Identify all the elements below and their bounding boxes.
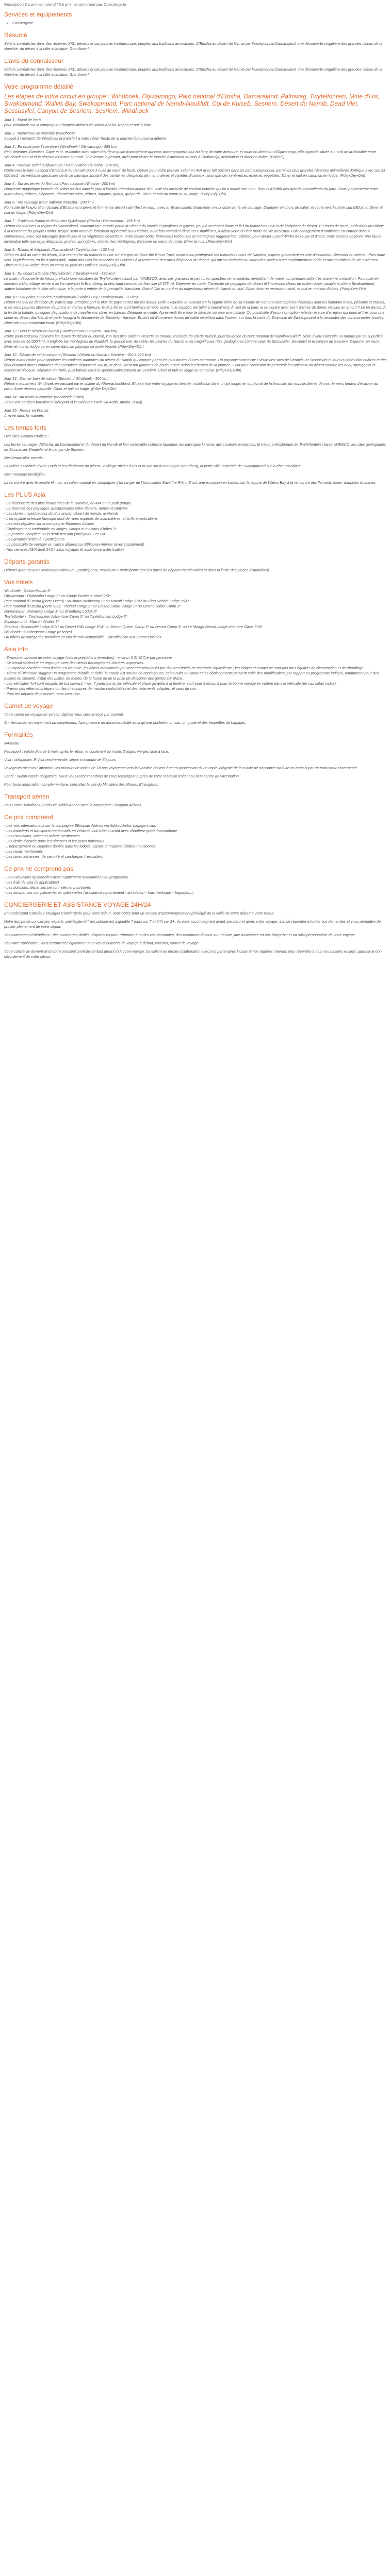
programme-subtitle: Les étapes de votre circuit en groupe : Windhoek, Otjiwarongo, Parc national d'Etosha, Damaraland, Palmwag, Twyfelfontein, Mine d'Uis, Swakopmund, Walvis Bay, Swakopmund, Parc national de Namib-Naukluft, Col de Kuiseb, Sesriem, Désert du Namib, Dead Vlei, Sossusvlei, Canyon de Sesriem, Sesriem, Windhoek: [4, 93, 380, 114]
temps-forts-title: Les temps forts: [4, 424, 47, 431]
conciergerie-body: [4, 911, 387, 959]
asia-info-item: - La capacité hôtelière étant limitée en Namibie, les hôtels mentionnés peuvent être remplacés par d'autres hôtels de catégorie équivalente ; les lodges et camps ne sont pas tous équipés de climatisation et de chauffage.: [4, 666, 365, 670]
comprend-list: [4, 823, 387, 859]
conciergerie-section: [4, 901, 387, 959]
program-day: Jour 8 : Rhinos et éléphants (Damaraland / Twyfelfontein - 130 km) Safari en 4x4 au cœur du désert, à la recherche du rhinocéros noir sur vtorgne de Save the Rhino Trust, association protégeant les rhinocéros noirs de Namibie, espèce gravement en voie d'extinction. Déjeuner en chemin. Puis route vers Twyfelfontein, en fin d'après-midi, safari dans les lits asséchés des rivières à la recherche des rares éléphants du désert, qui ont su s'adapter au cours des siècles à cet environnement aride et aux conditions de vie extrêmes. Dîner et nuit au lodge dans un camp au pied des collines. (Pdej+Déj+Dîn): [4, 247, 385, 267]
carnet-body: [4, 712, 387, 725]
plus-asia-item: - La pension complète ou la demi-pension (sauf jours 2 et 14): [4, 532, 105, 536]
avis-section: [4, 57, 387, 77]
temps-forts-paragraph: Des moments privilégiés :: [4, 472, 47, 477]
hotel-line: Ou hôtels de catégories similaires en cas de non disponibilité. Classification aux normes locales.: [4, 635, 162, 639]
formalites-paragraph: Santé : aucun vaccin obligatoire. Nous vous recommandons de vous renseigner auprès de votre médecin traitant ou d'un centre de vaccination.: [4, 774, 240, 778]
comprend-item: - Les excursions, visites et safaris mentionnés: [4, 834, 80, 838]
asia-info-item: - Ce circuit s'effectue en regroupé avec des clients francophones d'autres voyagistes.: [4, 660, 144, 665]
conciergerie-paragraph: En choisissant Carrefour Voyages Conciergerie pour votre séjour, vous optez pour un service d'accompagnement privilégié de la veille de votre départ à votre retour.: [4, 911, 275, 916]
program-day: Jour 2 : Bienvenue en Namibie (Windhoek) Accueil à l'aéroport de Windhoek et transfert à votre hôtel. Reste de la journée libre pour la détente.: [4, 131, 168, 141]
ne-comprend-title: Ce prix ne comprend pas: [4, 865, 74, 872]
ne-comprend-item: - Les excursions optionnelles avec supplément mentionnées au programme: [4, 875, 128, 879]
transport-title: Transport aérien: [4, 793, 50, 800]
hotel-line: Windhoek : Gocheganas Lodge (réserve): [4, 630, 72, 634]
temps-forts-paragraph: La rivière asséchée d'Aba-Huab et les éléphants du désert, le village minier d'Uis et la vue sur la montagne Brandberg, la petite ville balnéaire de Swakopmund sur la côte atlantique.: [4, 464, 302, 468]
formalites-body: [4, 741, 387, 787]
program-day: Jour 6 : Vie sauvage (Parc national d'Etosha - 200 km) Poursuite de l'exploration du parc d'Etosha en travers et l'immense désert salin (fest en eau), avec arrêt aux points d'eau pour mieux observer la vie sauvage. Déjeuner en cours de safari, et route vers la porte sud d'Etosha. Dîner et nuit en lodge. (Pdej+Déj+Dîn): [4, 200, 383, 215]
service-item: • Conciergerie: [12, 21, 387, 26]
program-day: Jour 13 : Dernier bain de nature (Sesriem / Windhoek - 360 km) Retour matinal vers Windhoek en passant par le chaine du Khomashochland. Et pour finir votre voyage en beauté, installation dans un joli lodge, en surplomb de la brousse, où vous profiterez de vos derniers heures d'évasion au cœur d'une réserve naturelle. Dîner et nuit au lodge. (Pdej+Déj+Dîn): [4, 376, 378, 391]
conciergerie-paragraph: Vos avantages et bénéfices : des concierges dédiés, disponibles pour répondre à toutes vos demandes, des recommandations sur mesure, une assistance en cas d'imprévu et un suivi personnalisé de votre voyage.: [4, 933, 356, 937]
conciergerie-paragraph: Votre concierge devient ainsi votre principal point de contact durant tout votre voyage, travaillant en étroite collaboration avec nos partenaires locaux et nos équipes internes pour répondre à tous vos besoins et ainsi, garantir le bon déroulement de votre séjour.: [4, 949, 382, 959]
conciergerie-title: CONCIERGERIE ET ASSISTANCE VOYAGE 24H/24: [4, 901, 151, 908]
hotel-line: Windhoek : Galton House 3*: [4, 588, 51, 593]
departs-text: Départs garantis avec seulement minimum 2 participants, maximum 7 participants (sur les dates de départs mentionnées et dans la limite des places disponibles): [4, 568, 269, 572]
temps-forts-paragraph: Des beaux plus secrets :: [4, 455, 45, 460]
temps-forts-body: [4, 434, 387, 485]
carnet-paragraph: Sur demande, et moyennant un supplément, Asia propose un document édité ainsi qu'une pochette, un sac, un guide et des étiquettes de bagages.: [4, 720, 247, 725]
programme-section: [4, 82, 387, 418]
conciergerie-paragraph: Vos votre application, vous retrouverez également tous vos documents de voyage à défaut, voucher, carnet de voyage...: [4, 941, 202, 945]
transport-text: Vols Paris / Windhoek / Paris via Addis-Abeba avec la compagnie Ethiopian Airlines.: [4, 803, 142, 807]
avis-title: L'avis du connaisseur: [4, 57, 64, 64]
program-day: Jour 10 : Dauphins et otaries (Swakopmund / Walvis Bay / Swakopmund - 70 km) Départ matinal en direction de Walvis Bay, principal port le plus de pays certes par les dunes. Belle excursion en bateau sur la lagune riche de sa colonie de nombreuses espèces d'oiseaux dont les flamants roses, pélicans et otaries, et où vous pourrez observer dauphins et otaries à fourrure, le plus fières sont familiers et nous avons lu le classico tek (pilot à neuvaines). À l'est de la baie, la rencontre avec ses tranches de dunes visibles en amont ? Lé en dunes. À la fin de la balade, quelques dégustations de marché vos sûres en bateau. Déjeuner en route. Après-midi libre pour le détente, ou pour une balade. Ou possibilité d'excursion optionnelle la réserve d'a région qui pourrait très pour une sortie au désert des Namib et partir lorsqu'à la découverte de Sandwich Harbour. En fort où d'immense dunes de sable se jettent dans l'océan, sur tous la visite du Township de Swakopmund à la rencontre des communautés locales. Dîner dans un restaurant local. (Pdej+Déj+Dîn): [4, 295, 386, 325]
asia-info-list: [4, 655, 387, 697]
services-title: Services et équipements: [4, 11, 72, 18]
plus-asia-list: [4, 501, 387, 552]
breadcrumb: Description Ca prix comprend / Ce prix ne comprend pas Conciergerie: [4, 2, 126, 7]
avis-text: Safaris surréalistes dans des réserves XXL, déserts et canyons en kaléidoscope, peuples aux traditions ancestrales. D'Etosha au désert du Namib par l'exceptionnel Damaraland, une découverte singulière des grandes icônes de la Namibie, du désert à la côte atlantique. Grandiose !: [4, 67, 383, 77]
program-day: Jour 12 : Désert de sel et canyons (Sesriem / Désert du Namib / Sesriem - 150 à 220 km) Départ avant l'aube pour apprécier les couleurs matinales du désert du Namib qui compte parmi les plus hautes dunes au monde. Un paysage surréaliste ! Visite des sites de Deadvlei et Sossusvlei et leurs cuvettes blanchâtres et des ébouissantes dunes courbées dont certaines dépassent 300 m, et découvrent par gammes de couleur ocre selon les heures de la journée. Cela pour l'occasion d'apercevoir les animaux du désert comme les oryx, springboks et nombreux oiseaux. Déjeuner en route, puis balade dans le spectaculaire canyon de Sesriem. Dîner et nuit en lodge ou au camp. (Pdej+Déj+Dîn): [4, 352, 387, 372]
carnet-section: [4, 702, 387, 725]
plus-asia-item: - L'incroyable richesse faunique dont de rares espèces de mammifères, et la flore particulière.: [4, 516, 158, 521]
formalites-paragraph: Voyageurs mineurs : attention, les mineurs de moins de 18 ans voyageant vers la Namibie doivent être en possession d'une copie intégrale de leur acte de naissance traduite en anglais par un traducteur assermenté.: [4, 766, 358, 770]
plus-asia-title: Les PLUS Asia: [4, 491, 46, 498]
departs-section: [4, 557, 387, 573]
resume-title: Résumé: [4, 31, 27, 39]
hotel-line: Otjiwarongo : Otjibamba Lodge 3* ou Village Boutique Hotel 2*3*: [4, 594, 111, 598]
hotels-title: Vos hôtels: [4, 579, 33, 586]
temps-forts-section: [4, 423, 387, 485]
program-day: Jour 7 : Traditions Himba et découvert Spitzkoppe (Etosha / Damaraland - 265 km) Départ matinal vers la région du Damaraland, couvrant une grande partie du désert du Namib et prolifères et gibiers, peuplé en tenant blanc et fief du rhinocéros noir et de l'éléphant du désert. En cours de route, arrêt dans un village à la rencontre du peuple Himba, peuple semi-nomade fortement apparenté aux Héréros, autrefois nomades éleveurs e mafiflères, à découverte du leur mode de vie ancestral. Puis changement d'ambiance en entrant dans le Damaraland, avec ses paysages grandioses et sa végétation désertique, entre désert aride, formations rocheuses et montagnes ruggeuarites. Célèbre pour abriter Luserir-timbé de rouge et d'ocre, vous pourrez observer une faune incroyable telle que oryx, éléphants, girafes, springboks, zèbres des montagnes. Déjeuner en cours de route. Dîner et nuit. (Pdej+Déj+Dîn): [4, 218, 384, 244]
asia-info-item: - Même si l'itinéraire suggère un programme détaillé et riche, la nature est source de contingence, et les nuits en camp et les déplacements peuvent subir des modifications par rapport au programme indiqué, notamment pour des raisons de sécurité, d'état des pistes, de météo, de la faune ou de la prise de décisions des guides sur place.: [4, 671, 379, 681]
ne-comprend-list: [4, 875, 387, 895]
ne-comprend-item: - Les frais de visa (si applicables): [4, 880, 59, 885]
temps-forts-paragraph: La rencontre avec le peuple Himba, un safari matinal en compagnie d'un ranger de l'association Save the Rhino Trust, une excursion en bateau sur la lagune de Walvis Bay à la rencontre des flamants roses, dauphins et otaries.: [4, 480, 377, 485]
carnet-paragraph: Votre carnet de voyage en version digitale vous sera envoyé par courriel.: [4, 712, 124, 717]
asia-info-item: - Emprunte carbone de votre voyage (vols et prestations terrestres) : environ 3,31 tCO₂e par personne.: [4, 655, 173, 660]
asia-info-item: - Pour les départs de province, nous consulter.: [4, 691, 81, 696]
temps-forts-paragraph: Des sites incontournables :: [4, 434, 49, 438]
program-day: Jour 12 : Vers le désert du Namib (Swakopmund / Sesriem - 360 km) Route plein sud pour rejoindre les dunes du désert du Namib, l'un des plus anciens déserts au monde. Passage du col de Kuiseb, puis traversée du parc national de Namib-Naukluft. Série rivière naturelle au monde par sa superficie avec près de 50 000 km², il englobe les montagnes du Naukluft, la grande mer de sable, les plaines du Namib et de magnifiques rites géologiques comme ceux de Sossusvlei. Dewbelst et le canyon de Sesriem. Déjeuner en route. Dîner et nuit en lodge ou en camp dans un paysage de toute beauté. (Pdej+Déj+Dîn): [4, 329, 384, 349]
asia-info-item: - Les véhicules 4x4 sont équipés de toit ouvrant, max. 7 participants par véhicule et place garantie à la fenêtre, sauf pour 8 lorsqu'à pour la bonne voyage en voiture dans le véhicule (en cas safari inclus).: [4, 681, 337, 686]
formalites-paragraph: NAMIBIE: [4, 741, 20, 745]
hotel-line: Swakopmund : Maison d'hôtes 3*: [4, 619, 59, 624]
comprend-item: - Les droits d'entrée dans les réserves et les parcs nationaux: [4, 839, 104, 843]
ne-comprend-section: [4, 865, 387, 895]
program-day: Jour 1 : Envol de Paris pour Windhoek sur la compagnie Ethiopian Airlines via Addis-Abeba. Repas et nuit à bord.: [4, 117, 153, 127]
hotel-line: Twyfelfontein : Twyfelfontein Adventure Camp 3* ou Twyfelfontein Lodge 3*: [4, 614, 127, 619]
hotel-line: Damaraland : Palmwag Lodge 3* ou Grootberg Lodge 3*: [4, 609, 97, 614]
program-day: Jour 9 : Du désert à la côte (Twyfelfontein / Swakopmund - 330 km) Le matin, découverte du trésor préhistorique namibien de Twyfelfontein classé par l'UNESCO, avec ses gravures et peintures rupestres remarquables permettant de mieux comprendre cette très ancienne civilisation. Poursuite en direction d'Uis, village minier d'où l'on aperçoit le Brandberg, la plus haut sommet de Namibie (2 573 m). Déjeuner en route. Traversée de paysages de désert et littorennes chaos de roche rouge, jusqu'à la côte à Swakopmund, station balnéaire de la côte atlantique, à la porte d'entrée de la presqu'île Namibien. Grand Cas au nord et du majestueux désert du Namib au sud. Dîner dans un restaurant local, et nuit en maison d'hôtes. (Pdej+Déj+Dîn): [4, 271, 379, 291]
comprend-item: - Les taxes aériennes, de sécurité et surcharges (révisables): [4, 854, 104, 859]
departs-title: Départs garantis: [4, 558, 50, 565]
ne-comprend-item: - Les boissons, dépenses personnelles et pourboires: [4, 885, 91, 890]
hotel-line: Parc national d'Etosha (porte Ouest) : Mushara Bushcamp 3* ou Mokuti Lodge 3*/4* ou King Nehale Lodge 3*/4*: [4, 599, 189, 603]
carnet-title: Carnet de voyage: [4, 702, 53, 709]
hotels-section: [4, 578, 387, 640]
plus-asia-item: - La découverte des plus beaux sites de la Namibie, en 4x4 et en petit groupe: [4, 501, 132, 505]
formalites-title: Formalités: [4, 731, 34, 738]
comprend-item: - Les repas mentionnés: [4, 849, 43, 854]
asia-info-title: Asia info: [4, 646, 28, 653]
programme-days: [4, 117, 387, 418]
resume-text: Safaris surréalistes dans des réserves XXL, déserts et canyons en kaléidoscope, peuples aux traditions ancestrales. D'Etosha au désert du Namib par l'exceptionnel Damaraland, une découverte singulière des grandes icônes de la Namibie, du désert à la côte atlantique. Grandiose !: [4, 41, 383, 51]
program-day: Jour 3 : En route pour l'aventure ! (Windhoek / Otjiwarongo - 295 km) Petit-déjeuner. Direction, Cape écrit, rencontre avec votre chauffeur-guide francophone qui vous accompagnera tout au long de votre aventure, et route en direction d'Otjiwarongo, ville agricole située au nord de la Namibie entre Windhoek au sud et la réserve d'Etosha au nord. Si le temps le permet, arrêt pour visiter le marché d'artisanat en bois à Okahandja, installation et dîner en lodge. (Pdej+D): [4, 144, 377, 159]
program-day: Jour 14 : Au revoir la Namibie (Windhoek / Paris) Selon vos horaires transfert à l'aéroport et l'envol pour Paris via Addis-Abeba. (Pdej): [4, 395, 142, 404]
conciergerie-paragraph: Notre équipe de concierges, experts, privilégiée et francophone est joignable 7 jours sur 7 et 24h sur 24 : ils vous accompagnent avant, pendant et après votre voyage, afin de répondre à toutes vos demandes et vous permettre de profiter pleinement de votre séjour.: [4, 919, 381, 929]
resume-section: [4, 31, 387, 52]
plus-asia-item: - Nos services ASIA dont 24/24 infos voyages et assistance à destination: [4, 547, 124, 552]
temps-forts-paragraph: Les terres sauvages d'Etosha, du Damaraland et du désert du Namib et leur incroyable richesse faunique, les paysages lunaires aux couleurs explosives, le trésor préhistorique de Twyfelfontein classé UNESCO, les sites géologiques de Sossusvlei, Deadvlei et le canyon de Sesriem.: [4, 442, 386, 452]
page: [0, 0, 391, 959]
hotels-list: [4, 588, 387, 640]
comprend-title: Ce prix comprend: [4, 814, 53, 821]
formalites-paragraph: Pour toute information complémentaire, consultez le site du Ministère des Affaires Étrangères.: [4, 782, 158, 787]
asia-info-item: - Prévoir des vêtements légers ou des chaussures de marche confortables et des vêtements adaptés, et ceux du soir.: [4, 686, 197, 691]
services-section: [4, 10, 387, 26]
program-day: Jour 15 : Retour en France Arrivée dans la matinée.: [4, 408, 48, 418]
services-list: [4, 21, 387, 26]
plus-asia-item: - Les groupes limités à 7 participants: [4, 537, 65, 541]
transport-section: [4, 792, 387, 808]
ne-comprend-item: - Les assurances complémentaires optionnelles (assistance rapatriement - annulation - frais médicaux - bagages...): [4, 890, 194, 895]
plus-asia-item: - La possibilité de voyager en classe affaires sur Ethiopian Airlines (avec supplément): [4, 542, 144, 547]
plus-asia-item: - Les vols réguliers sur la compagnie Ethiopian Airlines: [4, 521, 94, 526]
comprend-section: [4, 813, 387, 859]
comprend-item: - Les vols internationaux sur la compagnie Ethiopian Airlines via Addis-Abeba, bagage inclus: [4, 823, 156, 828]
program-day: Jour 4 : Premier safari (Otjiwarongo / Parc national d'Etosha - 270 km) Route vers le parc national d'Etosha le lendemain pour 3 nuits au cœur du bush. Départ pour votre premier safari en 4x4 avec toit ouvrant dans ce parc exceptionnel, parmi les plus grandes réserves animalières d'Afrique avec ses 23 000 km2. Un véritable sanctuaire de la vie sauvage abritant des centaines d'espèces de mammifères et variétés d'oiseaux, ainsi que de nombreuses espèces végétales. Dîner et nuit en camp ou en lodge. (Pdej+Déj+Dîn): [4, 163, 385, 178]
programme-title: Votre programme détaillé: [4, 83, 74, 90]
hotel-line: Parc national d'Etosha (porte Sud) : Toshari Lodge 3* ou Etosha Safari Village 3* ou Etosha Safari Camp 3*: [4, 604, 181, 608]
formalites-section: [4, 731, 387, 787]
comprend-item: - L'hébergement en chambre double dans les lodges, camps et maisons d'hôtes mentionnés: [4, 844, 156, 849]
plus-asia-item: - Chefiergement confortable en lodges, camps et maisons d'hôtes 3*: [4, 527, 117, 531]
program-day: Jour 5 : Sur les terres du Roi Lion (Parc national d'Etosha - 200 km) Douzième magnifique journée de safari au 4x4 dans le parc d'Etosha retendant autour d'un voile les oasis/de de couleur blanche qui lui a donné son nom. Depuis à l'affût des grands mammifères du parc. Vous y observerez entre autres lions, zèbres, éléphants, rhinocéros noirs, zèbres, impalas, gnous, guépards. Dîner et nuit au camp ou au lodge. (Pdej+Déj+Dîn): [4, 181, 379, 196]
plus-asia-item: - La diversité des paysages spectaculaires entre déserts, dunes et canyons: [4, 506, 128, 511]
plus-asia-item: - Les dunes majestueuses du plus ancien désert du monde, le Namib: [4, 511, 118, 516]
formalites-paragraph: Visa : obligatoire. E-Visa recommandé, séjour maximum de 30 jours.: [4, 757, 117, 762]
formalites-paragraph: Passeport : valide plus de 6 mois après le retour, et contenant au moins 3 pages vierges face à face.: [4, 749, 170, 754]
plus-asia-section: [4, 490, 387, 552]
comprend-item: - Les transferts et transports mentionnés en véhicule 4x4 à toit ouvrant avec chauffeur-guide francophone: [4, 828, 177, 833]
asia-info-section: [4, 645, 387, 697]
hotel-line: Sesriem : Sossusvlei Lodge 3*/4* ou Desert Hills Lodge 3*/4* ou Desert Quiver Camp 3* ou Desert Camp 3* ou Le Mirage Desert Lodge chambre Oasis 3*/4*: [4, 624, 263, 629]
